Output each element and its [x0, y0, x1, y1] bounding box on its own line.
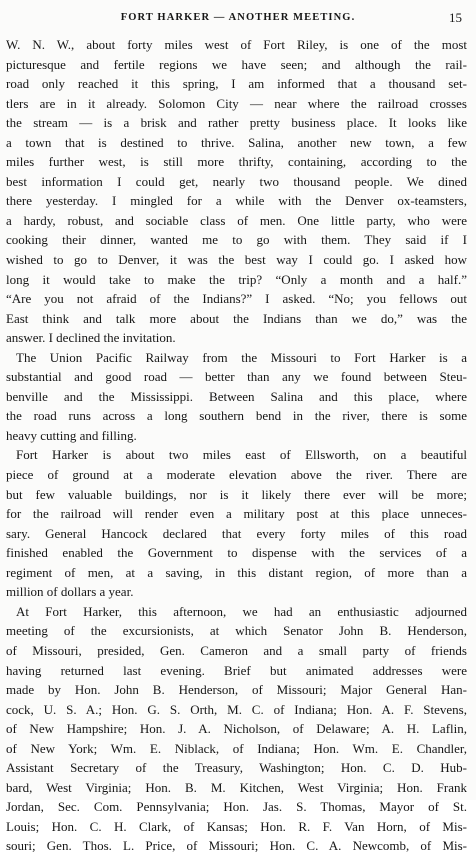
text-line: the stream — is a brisk and rather pretty business place. It looks like [6, 115, 467, 131]
text-line: a hardy, robust, and sociable class of men. One little party, who were [6, 212, 467, 228]
text-line: for the railroad will render even a military post at this place unneces- [6, 506, 467, 522]
text-line: a town that is destined to thrive. Salina, another new town, a few [6, 134, 467, 150]
text-line: heavy cutting and filling. [6, 427, 137, 443]
text-line: cooking their dinner, wanted me to go with them. They said if I [6, 232, 467, 248]
paragraph-first-line: The Union Pacific Railway from the Missouri to Fort Harker is a [16, 349, 467, 365]
text-line: having returned last evening. Brief but animated addresses were [6, 662, 467, 678]
text-line: Assistant Secretary of the Treasury, Washington; Hon. C. D. Hub- [6, 760, 467, 776]
text-line: substantial and good road — better than any we found between Steu- [6, 369, 467, 385]
text-line: “Are you not afraid of the Indians?” I asked. “No; you fellows out [6, 291, 467, 307]
text-line: best information I could get, nearly two thousand people. We dined [6, 173, 467, 189]
text-line: long it would take to make the trip? “Only a month and a half.” [6, 271, 467, 287]
text-line: but few valuable buildings, nor is it likely there ever will be more; [6, 486, 467, 502]
text-line: road only reached it this spring, I am informed that a thousand set- [6, 76, 467, 92]
text-line: Louis; Hon. C. H. Clark, of Kansas; Hon. R. F. Van Horn, of Mis- [6, 818, 467, 834]
text-line: piece of ground at a moderate elevation above the river. There are [6, 467, 467, 483]
text-line: cock, U. S. A.; Hon. G. S. Orth, M. C. of Indiana; Hon. A. F. Stevens, [6, 701, 467, 717]
text-line: finished enabled the Government to dispense with the services of a [6, 545, 467, 561]
text-line: made by Hon. John B. Henderson, of Missouri; Major General Han- [6, 682, 467, 698]
running-title: FORT HARKER — ANOTHER MEETING. [120, 12, 356, 23]
text-line: meeting of the excursionists, at which Senator John B. Henderson, [6, 623, 467, 639]
running-head [0, 12, 476, 28]
text-line: W. N. W., about forty miles west of Fort Riley, is one of the most [6, 37, 467, 52]
text-line: of New Hampshire; Hon. J. A. Nicholson, of Delaware; A. H. Laflin, [6, 721, 467, 737]
text-line: answer. I declined the invitation. [6, 330, 176, 346]
page-number: 15 [449, 10, 462, 25]
text-line: the road runs across a long southern bend in the river, there is some [6, 408, 467, 424]
text-line: miles further west, is still more thrifty, containing, according to the [6, 154, 467, 170]
text-line: bard, West Virginia; Hon. B. M. Kitchen, West Virginia; Hon. Frank [6, 779, 467, 795]
text-line: of New York; Wm. E. Niblack, of Indiana; Hon. Wm. E. Chandler, [6, 740, 467, 756]
body-text [6, 35, 467, 856]
text-line: regiment of men, at a saving, in this distant region, of more than a [6, 564, 467, 580]
text-line: souri; Gen. Thos. L. Price, of Missouri; Hon. C. A. Newcomb, of Mis- [6, 838, 467, 854]
text-line: sary. General Hancock declared that every forty miles of this road [6, 525, 467, 541]
text-line: tlers are in it already. Solomon City — near where the railroad crosses [6, 95, 467, 111]
text-line: of Missouri, presided, Gen. Cameron and a small party of friends [6, 642, 467, 658]
text-line: there yesterday. I mingled for a while with the Denver ox-teamsters, [6, 193, 467, 209]
text-line: wished to go to Denver, it was the best way I could go. I asked how [6, 252, 467, 268]
paragraph-first-line: Fort Harker is about two miles east of Ellsworth, on a beautiful [16, 447, 467, 463]
paragraph-first-line: At Fort Harker, this afternoon, we had an enthusiastic adjourned [16, 603, 467, 619]
text-line: picturesque and fertile regions we have seen; and although the rail- [6, 56, 467, 72]
text-line: Jordan, Sec. Com. Pennsylvania; Hon. Jas. S. Thomas, Mayor of St. [6, 799, 467, 815]
text-line: East think and talk more about the Indians than we do,” was the [6, 310, 467, 326]
text-line: million of dollars a year. [6, 584, 134, 600]
text-line: benville and the Mississippi. Between Salina and this place, where [6, 388, 467, 404]
